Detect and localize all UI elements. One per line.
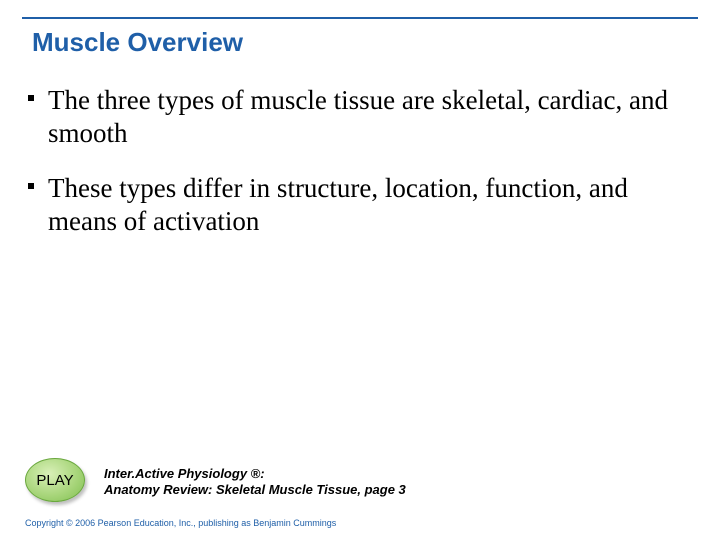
reference-title: Inter.Active Physiology ®: (104, 466, 265, 481)
title-rule (22, 17, 698, 19)
slide-title: Muscle Overview (32, 27, 243, 57)
bullet-list (28, 84, 688, 260)
bullet-item (28, 172, 688, 238)
square-bullet-icon (28, 183, 34, 189)
media-reference (104, 466, 406, 498)
reference-subtitle: Anatomy Review: Skeletal Muscle Tissue, page 3 (104, 482, 406, 497)
bullet-item (28, 84, 688, 150)
copyright-notice: Copyright © 2006 Pearson Education, Inc., publishing as Benjamin Cummings (25, 518, 337, 528)
bullet-text: The three types of muscle tissue are skeletal, cardiac, and smooth (48, 85, 668, 148)
square-bullet-icon (28, 95, 34, 101)
bullet-text: These types differ in structure, location, function, and means of activation (48, 173, 628, 236)
play-button[interactable]: PLAY (25, 458, 85, 502)
